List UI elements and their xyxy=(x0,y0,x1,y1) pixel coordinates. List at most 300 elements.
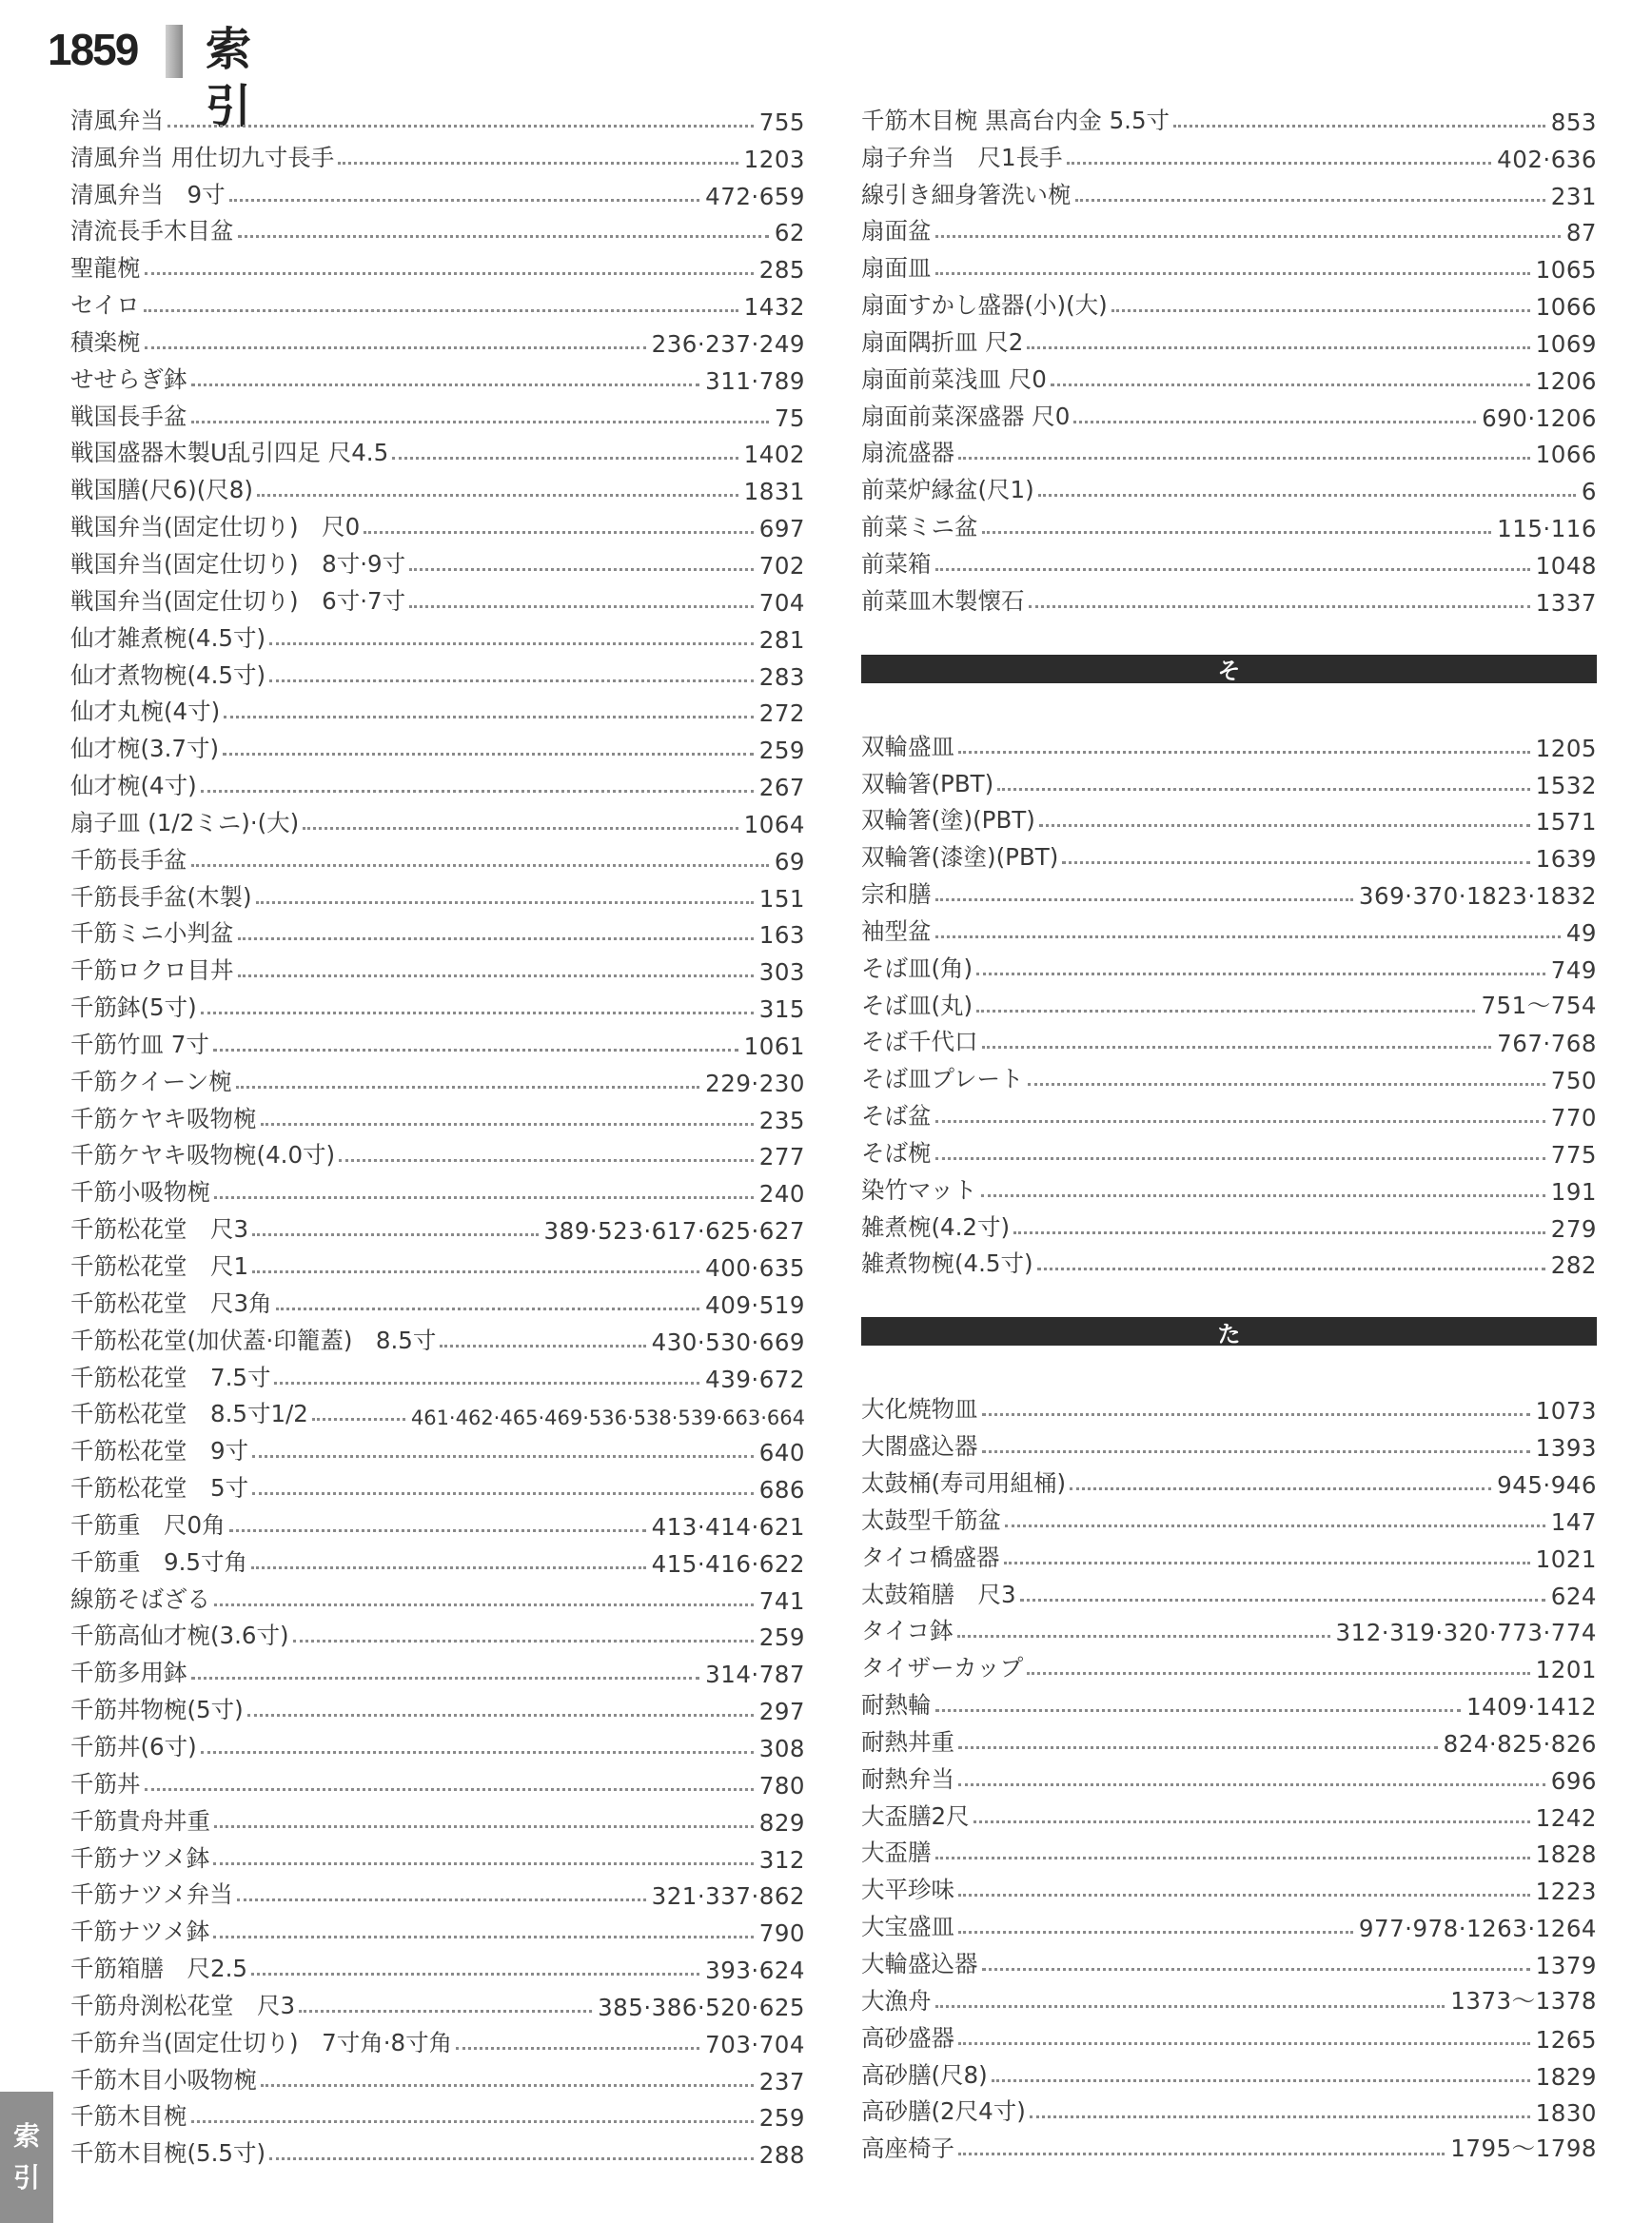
index-entry xyxy=(70,986,805,1023)
entry-pages: 767·768 xyxy=(1497,1030,1597,1058)
entry-pages: 312·319·320·773·774 xyxy=(1335,1619,1597,1647)
entry-pages: 229·230 xyxy=(705,1069,805,1097)
index-entry xyxy=(70,1060,805,1097)
entry-pages: 703·704 xyxy=(705,2030,805,2058)
leader-dots xyxy=(1173,125,1545,128)
index-entry xyxy=(861,1721,1597,1758)
entry-pages: 279 xyxy=(1550,1214,1597,1243)
leader-dots xyxy=(1027,1672,1529,1675)
entry-name: 千筋丼物椀(5寸) xyxy=(70,1696,244,1724)
index-entry xyxy=(70,210,805,247)
entry-name: 千筋竹皿 7寸 xyxy=(70,1030,209,1058)
leader-dots xyxy=(338,162,738,165)
entry-name: 千筋クイーン椀 xyxy=(70,1067,232,1095)
entry-pages: 400·635 xyxy=(705,1254,805,1282)
leader-dots xyxy=(251,1566,646,1569)
index-entry xyxy=(70,1984,805,2021)
entry-pages: 1409·1412 xyxy=(1466,1693,1597,1721)
leader-dots xyxy=(958,2042,1530,2045)
entry-pages: 749 xyxy=(1550,955,1597,984)
index-entry xyxy=(861,2016,1597,2054)
side-tab-char: 引 xyxy=(12,2162,40,2193)
entry-pages: 640 xyxy=(758,1439,805,1467)
entry-pages: 321·337·862 xyxy=(651,1882,805,1911)
index-entry xyxy=(861,1094,1597,1131)
entry-name: 双輪箸(塗)(PBT) xyxy=(861,806,1035,835)
leader-dots xyxy=(312,1418,405,1421)
index-entry xyxy=(70,580,805,617)
entry-name: 聖龍椀 xyxy=(70,254,141,283)
entry-pages: 1639 xyxy=(1535,845,1597,874)
index-column-left xyxy=(70,99,805,2169)
entry-pages: 430·530·669 xyxy=(651,1328,805,1356)
entry-name: 千筋木目小吸物椀 xyxy=(70,2065,257,2094)
index-entry xyxy=(861,762,1597,799)
leader-dots xyxy=(1062,861,1529,864)
leader-dots xyxy=(935,2005,1446,2008)
index-entry xyxy=(70,99,805,136)
leader-dots xyxy=(1039,824,1530,827)
index-entry xyxy=(861,1610,1597,1647)
entry-name: タイコ橋盛器 xyxy=(861,1543,1000,1571)
leader-dots xyxy=(303,827,738,830)
leader-dots xyxy=(1020,1599,1545,1602)
leader-dots xyxy=(252,1492,754,1495)
index-entry xyxy=(70,875,805,913)
entry-pages: 696 xyxy=(1550,1766,1597,1795)
leader-dots xyxy=(191,2120,754,2123)
entry-name: 扇面前菜深盛器 尺0 xyxy=(861,402,1071,430)
leader-dots xyxy=(958,1931,1353,1934)
leader-dots xyxy=(935,235,1561,238)
index-entry xyxy=(861,1169,1597,1206)
entry-name: 千筋ナツメ鉢 xyxy=(70,1843,210,1872)
entry-pages: 702 xyxy=(758,551,805,580)
index-entry xyxy=(861,1243,1597,1280)
leader-dots xyxy=(935,935,1561,938)
entry-name: 千筋貴舟丼重 xyxy=(70,1806,210,1835)
leader-dots xyxy=(247,1714,754,1717)
entry-name: 千筋松花堂(加伏蓋·印籠蓋) 8.5寸 xyxy=(70,1326,437,1354)
index-entry xyxy=(861,580,1597,617)
entry-name: 扇面隅折皿 尺2 xyxy=(861,327,1024,356)
entry-name: 大平珍味 xyxy=(861,1876,954,1904)
entry-name: 前菜炉縁盆(尺1) xyxy=(861,476,1034,504)
entry-pages: 1069 xyxy=(1535,329,1597,358)
entry-pages: 1205 xyxy=(1535,734,1597,762)
entry-name: 袖型盆 xyxy=(861,916,932,945)
leader-dots xyxy=(440,1345,645,1348)
entry-pages: 741 xyxy=(758,1586,805,1615)
entry-pages: 686 xyxy=(758,1476,805,1505)
entry-pages: 163 xyxy=(758,921,805,950)
entry-name: 千筋ケヤキ吸物椀(4.0寸) xyxy=(70,1141,336,1170)
leader-dots xyxy=(982,1413,1530,1416)
leader-dots xyxy=(935,272,1530,275)
index-entry xyxy=(861,210,1597,247)
index-entry xyxy=(70,284,805,321)
index-entry xyxy=(70,1245,805,1282)
entry-name: そば皿プレート xyxy=(861,1065,1024,1093)
section-heading-ta: た xyxy=(861,1317,1597,1346)
entry-pages: 1021 xyxy=(1535,1544,1597,1573)
entry-name: 清風弁当 9寸 xyxy=(70,180,226,208)
leader-dots xyxy=(958,457,1530,460)
entry-pages: 1379 xyxy=(1535,1951,1597,1979)
index-entry xyxy=(70,1393,805,1430)
entry-pages: 147 xyxy=(1550,1507,1597,1536)
entry-pages: 824·825·826 xyxy=(1443,1729,1597,1758)
entry-pages: 1073 xyxy=(1535,1397,1597,1426)
entry-name: 千筋鉢(5寸) xyxy=(70,993,197,1022)
entry-pages: 977·978·1263·1264 xyxy=(1358,1915,1597,1943)
index-entry xyxy=(70,617,805,654)
index-entry xyxy=(861,1646,1597,1683)
index-entry xyxy=(70,136,805,173)
leader-dots xyxy=(238,937,754,940)
leader-dots xyxy=(958,1783,1545,1786)
entry-pages: 1795〜1798 xyxy=(1450,2134,1597,2163)
entry-name: 大化焼物皿 xyxy=(861,1395,978,1424)
leader-dots xyxy=(935,1120,1545,1123)
entry-name: 耐熱輪 xyxy=(861,1691,932,1720)
entry-name: せせらぎ鉢 xyxy=(70,364,187,393)
index-entry xyxy=(70,505,805,542)
entry-pages: 1402 xyxy=(743,441,805,469)
leader-dots xyxy=(293,1640,754,1643)
entry-name: 扇面皿 xyxy=(861,254,932,283)
entry-pages: 231 xyxy=(1550,182,1597,210)
entry-name: 積楽椀 xyxy=(70,327,141,356)
entry-name: 千筋重 尺0角 xyxy=(70,1510,226,1539)
entry-pages: 87 xyxy=(1565,219,1597,247)
entry-pages: 282 xyxy=(1550,1251,1597,1280)
entry-pages: 1393 xyxy=(1535,1434,1597,1463)
entry-name: 大閤盛込器 xyxy=(861,1432,978,1461)
entry-name: 大輪盛込器 xyxy=(861,1949,978,1977)
entry-pages: 1432 xyxy=(743,293,805,322)
index-entry xyxy=(861,136,1597,173)
entry-name: 戦国長手盆 xyxy=(70,402,187,430)
leader-dots xyxy=(145,346,646,349)
entry-name: 仙才煮物椀(4.5寸) xyxy=(70,660,266,689)
entry-name: 高砂盛器 xyxy=(861,2023,954,2052)
index-entry xyxy=(861,1758,1597,1795)
leader-dots xyxy=(214,1825,754,1828)
entry-name: 線引き細身箸洗い椀 xyxy=(861,180,1072,208)
entry-name: 太鼓型千筋盆 xyxy=(861,1505,1001,1534)
entry-pages: 259 xyxy=(758,2104,805,2133)
leader-dots xyxy=(1067,162,1492,165)
entry-name: 前菜箱 xyxy=(861,549,932,578)
index-entry xyxy=(70,395,805,432)
index-entry xyxy=(70,468,805,505)
entry-name: そば千代口 xyxy=(861,1028,978,1056)
entry-pages: 75 xyxy=(774,403,805,432)
entry-pages: 751〜754 xyxy=(1481,991,1597,1019)
side-index-tab xyxy=(0,2092,53,2223)
leader-dots xyxy=(1013,1231,1545,1234)
entry-name: 千筋長手盆(木製) xyxy=(70,882,252,911)
index-entry xyxy=(70,727,805,764)
entry-pages: 1066 xyxy=(1535,293,1597,322)
entry-pages: 945·946 xyxy=(1497,1471,1597,1499)
entry-pages: 1571 xyxy=(1535,808,1597,836)
entry-name: 扇子弁当 尺1長手 xyxy=(861,143,1063,171)
entry-pages: 439·672 xyxy=(705,1365,805,1393)
entry-name: 大宝盛皿 xyxy=(861,1913,954,1941)
index-column-right xyxy=(861,99,1597,2164)
index-entry xyxy=(70,1504,805,1541)
index-entry xyxy=(70,1762,805,1800)
leader-dots xyxy=(958,1894,1530,1897)
entry-name: 千筋松花堂 5寸 xyxy=(70,1474,249,1503)
index-entry xyxy=(861,2054,1597,2091)
entry-name: 高座椅子 xyxy=(861,2134,954,2163)
index-entry xyxy=(70,1319,805,1356)
index-entry xyxy=(861,542,1597,580)
entry-pages: 308 xyxy=(758,1734,805,1762)
entry-name: 千筋松花堂 7.5寸 xyxy=(70,1363,271,1391)
leader-dots xyxy=(1073,421,1476,423)
index-entry xyxy=(70,801,805,838)
leader-dots xyxy=(213,1049,738,1052)
leader-dots xyxy=(191,384,700,386)
entry-pages: 829 xyxy=(758,1808,805,1837)
leader-dots xyxy=(992,2079,1530,2082)
leader-dots xyxy=(261,1123,754,1126)
index-entry xyxy=(861,1979,1597,2016)
index-entry xyxy=(70,1615,805,1652)
index-entry xyxy=(861,358,1597,395)
leader-dots xyxy=(201,1751,754,1754)
leader-dots xyxy=(1004,1562,1530,1564)
entry-name: セイロ xyxy=(70,291,140,320)
index-entry xyxy=(861,1131,1597,1169)
index-entry xyxy=(861,1387,1597,1425)
entry-name: 戦国膳(尺6)(尺8) xyxy=(70,476,253,504)
leader-dots xyxy=(1028,1083,1545,1086)
entry-name: 仙才椀(3.7寸) xyxy=(70,735,220,763)
leader-dots xyxy=(276,1308,700,1310)
leader-dots xyxy=(224,716,754,718)
leader-dots xyxy=(981,1194,1545,1197)
index-entry xyxy=(861,1942,1597,1979)
entry-name: 千筋松花堂 9寸 xyxy=(70,1437,249,1466)
index-entry xyxy=(861,1683,1597,1721)
entry-pages: 1829 xyxy=(1535,2062,1597,2091)
index-entry xyxy=(70,1356,805,1393)
entry-name: 高砂膳(尺8) xyxy=(861,2060,988,2089)
index-entry xyxy=(861,246,1597,284)
entry-name: 耐熱丼重 xyxy=(861,1727,954,1756)
index-entry xyxy=(861,1057,1597,1094)
leader-dots xyxy=(1051,384,1530,386)
entry-pages: 409·519 xyxy=(705,1290,805,1319)
leader-dots xyxy=(256,901,754,904)
leader-dots xyxy=(252,1270,699,1273)
leader-dots xyxy=(167,125,754,128)
entry-name: 千筋弁当(固定仕切り) 7寸角·8寸角 xyxy=(70,2028,453,2056)
index-entry xyxy=(861,395,1597,432)
index-entry xyxy=(70,321,805,358)
leader-dots xyxy=(997,788,1529,791)
entry-name: 雑煮物椀(4.5寸) xyxy=(861,1249,1033,1278)
entry-pages: 704 xyxy=(758,588,805,617)
entry-pages: 369·370·1823·1832 xyxy=(1358,882,1597,911)
entry-pages: 151 xyxy=(758,884,805,913)
index-entry xyxy=(70,542,805,580)
index-entry xyxy=(861,910,1597,947)
entry-name: 千筋高仙才椀(3.6寸) xyxy=(70,1622,289,1650)
leader-dots xyxy=(1005,1525,1545,1527)
entry-name: そば皿(角) xyxy=(861,954,974,982)
entry-name: 大漁舟 xyxy=(861,1986,932,2015)
index-entry xyxy=(861,947,1597,984)
entry-name: タイザーカップ xyxy=(861,1654,1024,1682)
entry-name: 千筋重 9.5寸角 xyxy=(70,1547,247,1576)
entry-name: 千筋丼(6寸) xyxy=(70,1732,197,1761)
leader-dots xyxy=(145,272,754,275)
entry-name: 仙才椀(4寸) xyxy=(70,772,197,800)
entry-pages: 1831 xyxy=(743,478,805,506)
entry-pages: 413·414·621 xyxy=(651,1512,805,1541)
index-entry xyxy=(861,1536,1597,1573)
entry-pages: 780 xyxy=(758,1771,805,1800)
leader-dots xyxy=(252,1455,754,1458)
index-entry xyxy=(861,2127,1597,2164)
leader-dots xyxy=(935,898,1353,901)
leader-dots xyxy=(238,974,754,977)
leader-dots xyxy=(1111,309,1530,312)
leader-dots xyxy=(456,2047,699,2050)
leader-dots xyxy=(974,1820,1530,1823)
entry-name: 千筋長手盆 xyxy=(70,845,187,874)
entry-pages: 624 xyxy=(1550,1582,1597,1610)
index-entry xyxy=(861,873,1597,910)
leader-dots xyxy=(191,864,769,867)
leader-dots xyxy=(409,605,754,608)
entry-pages: 283 xyxy=(758,662,805,691)
entry-name: 戦国弁当(固定仕切り) 6寸·7寸 xyxy=(70,586,406,615)
entry-pages: 697 xyxy=(758,515,805,543)
index-entry xyxy=(70,1874,805,1911)
entry-name: 千筋ナツメ鉢 xyxy=(70,1918,210,1946)
index-entry xyxy=(70,2132,805,2169)
index-group-ta xyxy=(861,1387,1597,2164)
side-tab-char: 索 xyxy=(12,2120,40,2152)
index-group-se xyxy=(861,99,1597,617)
entry-pages: 272 xyxy=(758,699,805,728)
leader-dots xyxy=(339,1159,754,1162)
index-entry xyxy=(861,1206,1597,1243)
index-entry xyxy=(70,358,805,395)
index-entry xyxy=(861,1021,1597,1058)
index-entry xyxy=(861,725,1597,762)
index-entry xyxy=(861,836,1597,873)
leader-dots xyxy=(976,973,1545,975)
index-entry xyxy=(70,2058,805,2095)
entry-name: 清流長手木目盆 xyxy=(70,217,234,246)
entry-name: 戦国弁当(固定仕切り) 8寸·9寸 xyxy=(70,549,406,578)
entry-pages: 1532 xyxy=(1535,771,1597,799)
index-entry xyxy=(861,1795,1597,1832)
entry-pages: 49 xyxy=(1565,918,1597,947)
index-entry xyxy=(70,1725,805,1762)
leader-dots xyxy=(238,235,769,238)
entry-pages: 236·237·249 xyxy=(651,329,805,358)
leader-dots xyxy=(261,2084,754,2087)
leader-dots xyxy=(982,1450,1530,1453)
leader-dots xyxy=(237,1898,646,1901)
entry-name: 双輪箸(漆塗)(PBT) xyxy=(861,843,1059,872)
entry-name: 雑煮椀(4.2寸) xyxy=(861,1212,1011,1241)
entry-name: 千筋木目椀 xyxy=(70,2102,187,2131)
entry-pages: 1337 xyxy=(1535,588,1597,617)
entry-name: 線筋そばざる xyxy=(70,1584,210,1613)
index-entry xyxy=(70,1023,805,1060)
leader-dots xyxy=(252,1233,538,1236)
entry-name: 扇流盛器 xyxy=(861,439,954,467)
leader-dots xyxy=(1075,199,1545,202)
index-entry xyxy=(70,1466,805,1504)
index-entry xyxy=(861,505,1597,542)
index-entry xyxy=(70,913,805,950)
index-entry xyxy=(70,838,805,875)
entry-pages: 1066 xyxy=(1535,441,1597,469)
index-entry xyxy=(70,764,805,801)
entry-name: 耐熱弁当 xyxy=(861,1764,954,1793)
leader-dots xyxy=(251,1973,699,1976)
entry-pages: 314·787 xyxy=(705,1661,805,1689)
entry-name: 染竹マット xyxy=(861,1175,977,1204)
index-entry xyxy=(861,984,1597,1021)
index-entry xyxy=(70,1688,805,1725)
leader-dots xyxy=(257,494,738,497)
entry-pages: 1373〜1378 xyxy=(1450,1986,1597,2015)
entry-pages: 1061 xyxy=(743,1032,805,1060)
leader-dots xyxy=(1029,605,1530,608)
leader-dots xyxy=(958,2153,1445,2155)
entry-pages: 1201 xyxy=(1535,1656,1597,1684)
leader-dots xyxy=(958,1746,1438,1749)
entry-pages: 393·624 xyxy=(705,1957,805,1985)
leader-dots xyxy=(269,2157,754,2160)
index-entry xyxy=(70,691,805,728)
entry-name: 千筋松花堂 尺3角 xyxy=(70,1289,272,1317)
leader-dots xyxy=(957,1635,1330,1638)
entry-name: 千筋小吸物椀 xyxy=(70,1178,210,1207)
leader-dots xyxy=(976,1010,1475,1013)
entry-name: そば椀 xyxy=(861,1138,932,1167)
entry-name: 戦国盛器木製U乱引四足 尺4.5 xyxy=(70,439,389,467)
index-entry xyxy=(70,1171,805,1208)
leader-dots xyxy=(1030,2115,1530,2118)
index-entry xyxy=(70,246,805,284)
leader-dots xyxy=(982,1968,1530,1971)
entry-pages: 6 xyxy=(1581,478,1597,506)
leader-dots xyxy=(364,531,754,534)
entry-name: 千筋ナツメ弁当 xyxy=(70,1880,233,1909)
entry-name: 千筋丼 xyxy=(70,1769,141,1798)
entry-pages: 235 xyxy=(758,1106,805,1134)
entry-pages: 303 xyxy=(758,958,805,987)
entry-pages: 1828 xyxy=(1535,1840,1597,1869)
leader-dots xyxy=(191,421,769,423)
entry-name: 太鼓桶(寿司用組桶) xyxy=(861,1469,1067,1497)
leader-dots xyxy=(269,679,754,682)
index-entry xyxy=(70,1837,805,1874)
